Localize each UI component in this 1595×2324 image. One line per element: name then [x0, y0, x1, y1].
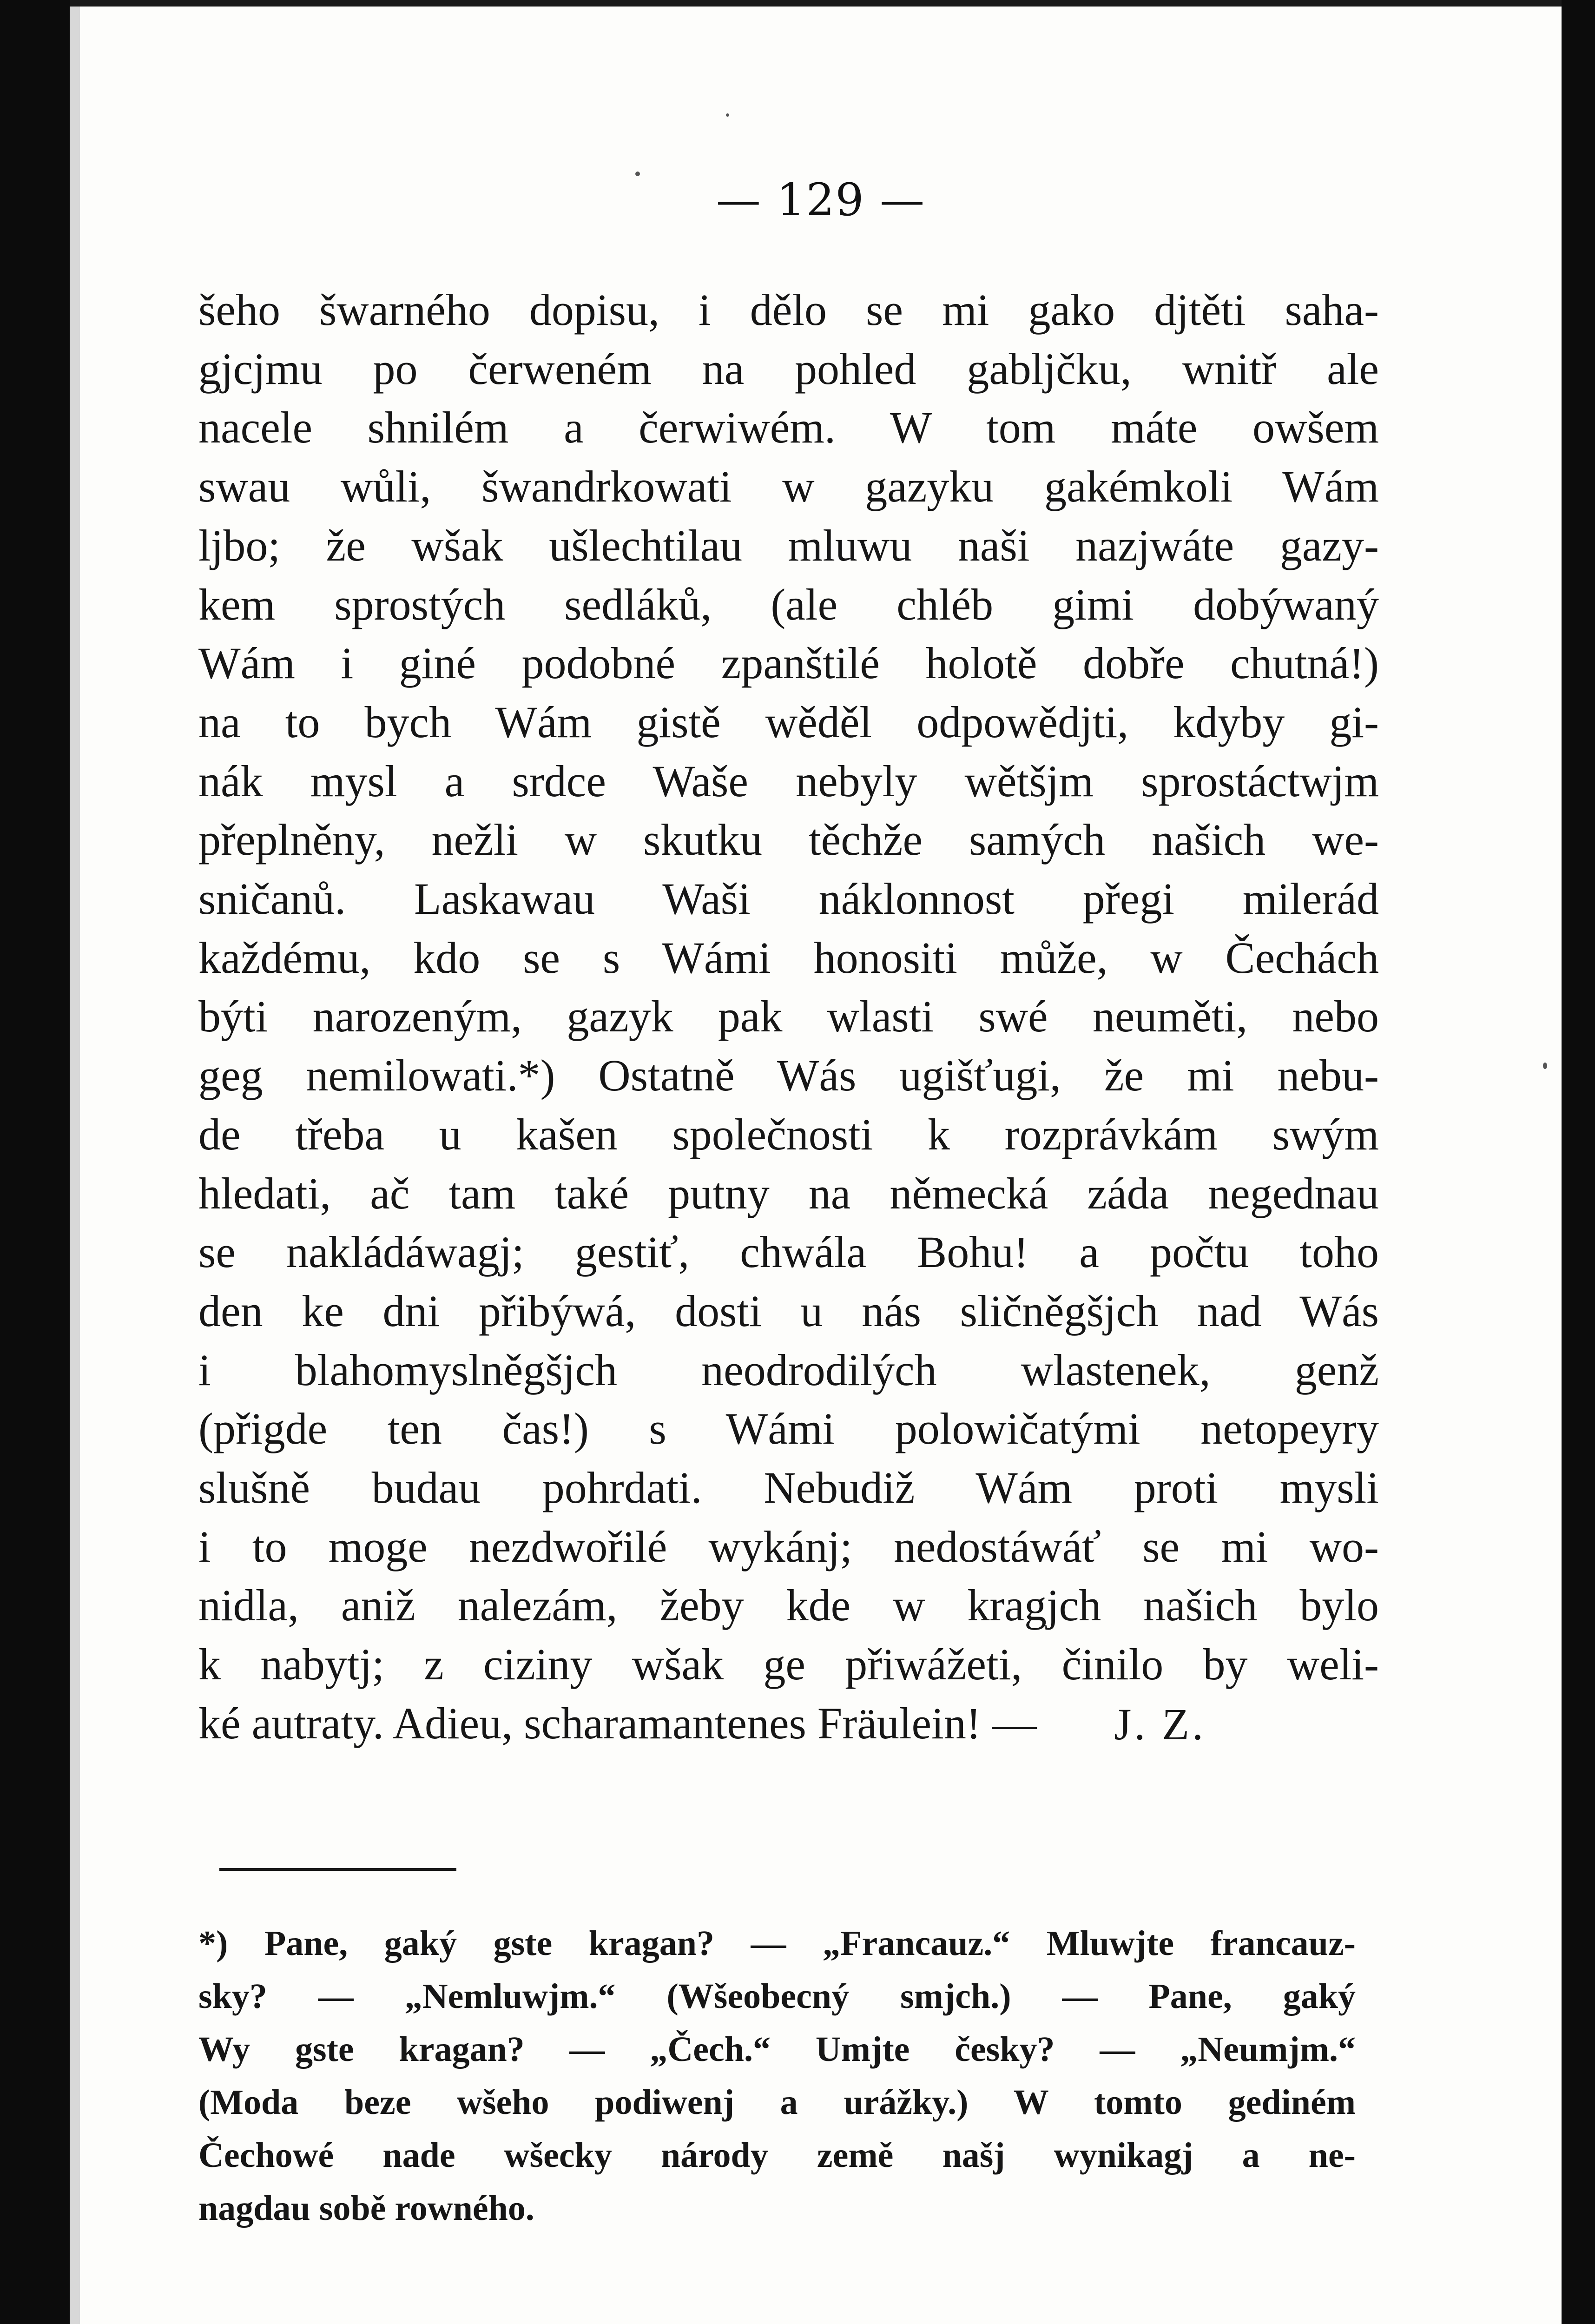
text-line: gjcjmu po čerweném na pohled gabljčku, wnitř ale [198, 343, 1379, 394]
scan-gutter-shadow [70, 0, 80, 2324]
text-line: nacele shnilém a čerwiwém. W tom máte owšem [198, 403, 1379, 453]
footnote [198, 1917, 1356, 2235]
text-line: přeplněny, nežli w skutku těchže samých našich we- [198, 815, 1379, 865]
text-line: býti narozeným, gazyk pak wlasti swé neuměti, nebo [198, 991, 1379, 1042]
text-line: i to moge nezdwořilé wykánj; nedostáwáť se mi wo- [198, 1521, 1379, 1571]
footnote-line: (Moda beze wšeho podiwenj a urážky.) W tomto gediném [198, 2083, 1356, 2122]
text-line: nidla, aniž nalezám, žeby kde w kragjch našich bylo [198, 1580, 1379, 1631]
text-line: de třeba u kašen společnosti k rozprávkám swým [198, 1109, 1379, 1159]
text-line: k nabytj; z ciziny wšak ge přiwážeti, činilo by weli- [198, 1639, 1379, 1690]
text-line: hledati, ač tam také putny na německá záda negednau [198, 1168, 1379, 1218]
footnote-line: *) Pane, gaký gste kragan? — „Francauz.“ Mluwjte francauz- [198, 1924, 1356, 1963]
footnote-divider [219, 1868, 456, 1871]
text-line: šeho šwarného dopisu, i dělo se mi gako djtěti saha- [198, 285, 1379, 335]
dust-speck [726, 113, 729, 117]
text-line: (přigde ten čas!) s Wámi polowičatými netopeyry [198, 1404, 1379, 1454]
text-line: Wám i giné podobné zpanštilé holotě dobře chutná!) [198, 638, 1379, 688]
text-line: i blahomyslněgšjch neodrodilých wlastenek, genž [198, 1345, 1379, 1395]
text-line: ké autraty. Adieu, scharamantenes Fräulein! — [198, 1698, 1037, 1748]
footnote-line: Čechowé nade wšecky národy země našj wynikagj a ne- [198, 2136, 1356, 2175]
text-line: sničanů. Laskawau Waši náklonnost přegi milerád [198, 874, 1379, 924]
text-line: každému, kdo se s Wámi honositi může, w Čechách [198, 932, 1379, 983]
text-line: na to bych Wám gistě wěděl odpowědjti, kdyby gi- [198, 697, 1379, 747]
dust-speck [1543, 1063, 1547, 1069]
footnote-line: nagdau sobě rowného. [198, 2189, 534, 2228]
book-page [80, 7, 1562, 2324]
footnote-line: sky? — „Nemluwjm.“ (Wšeobecný smjch.) — Pane, gaký [198, 1977, 1356, 2016]
text-line: kem sprostých sedláků, (ale chléb gimi dobýwaný [198, 579, 1379, 629]
text-line: ljbo; že wšak ušlechtilau mluwu naši nazjwáte gazy- [198, 520, 1379, 570]
author-signature: J. Z. [1114, 1699, 1206, 1749]
text-line: den ke dni přibýwá, dosti u nás sličněgšjch nad Wás [198, 1286, 1379, 1336]
text-line: nák mysl a srdce Waše nebyly wětšjm sprostáctwjm [198, 756, 1379, 806]
text-line: geg nemilowati.*) Ostatně Wás ugišťugi, že mi nebu- [198, 1050, 1379, 1101]
text-line: se nakládáwagj; gestiť, chwála Bohu! a počtu toho [198, 1227, 1379, 1277]
scan-left-border [0, 0, 70, 2324]
page-number: — 129 — [716, 174, 926, 226]
text-line: swau wůli, šwandrkowati w gazyku gakémkoli Wám [198, 462, 1379, 512]
footnote-line: Wy gste kragan? — „Čech.“ Umjte česky? — „Neumjm.“ [198, 2030, 1356, 2069]
text-line: slušně budau pohrdati. Nebudiž Wám proti mysli [198, 1463, 1379, 1513]
main-text [198, 281, 1379, 1753]
scan-right-border [1562, 0, 1595, 2324]
scan-top-edge [70, 0, 1562, 7]
